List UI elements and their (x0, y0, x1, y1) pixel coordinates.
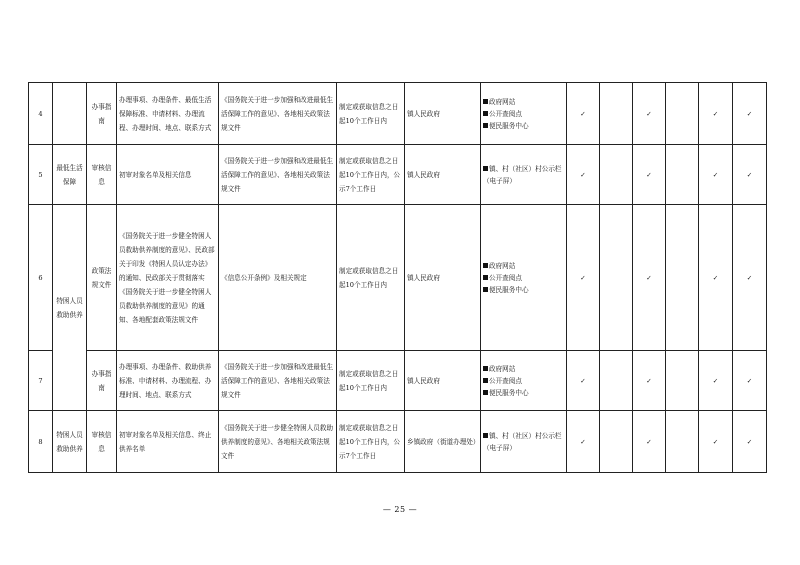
check-cell (600, 205, 633, 351)
check-cell: ✓ (633, 145, 666, 205)
table-row (29, 205, 767, 351)
channel-item: 政府网站 (483, 96, 564, 108)
row-channels (481, 83, 567, 145)
check-cell: ✓ (699, 351, 733, 411)
check-cell: ✓ (567, 411, 600, 473)
check-cell (666, 411, 699, 473)
channel-item: 政府网站 (483, 363, 564, 375)
row-basis: 《国务院关于进一步健全特困人员救助供养制度的意见》、各地相关政策法规文件 (219, 411, 337, 473)
row-content: 初审对象名单及相关信息、终止供养名单 (117, 411, 219, 473)
check-cell (666, 83, 699, 145)
channel-item: 便民服务中心 (483, 387, 564, 399)
row-number: 6 (29, 205, 53, 351)
table-row (29, 411, 767, 473)
check-cell: ✓ (633, 83, 666, 145)
square-bullet-icon (483, 123, 488, 128)
table-row (29, 351, 767, 411)
row-category: 最低生活保障 (53, 145, 87, 205)
row-deadline: 制定或获取信息之日起10个工作日内 (337, 205, 405, 351)
check-cell: ✓ (633, 351, 666, 411)
check-cell (666, 351, 699, 411)
check-cell: ✓ (567, 351, 600, 411)
check-cell: ✓ (699, 145, 733, 205)
channel-item: 公开查阅点 (483, 272, 564, 284)
check-cell: ✓ (699, 411, 733, 473)
check-cell (600, 83, 633, 145)
check-cell (600, 145, 633, 205)
check-cell: ✓ (567, 205, 600, 351)
row-content: 初审对象名单及相关信息 (117, 145, 219, 205)
row-subcategory: 政策法规文件 (87, 205, 117, 351)
row-channels (481, 205, 567, 351)
row-deadline: 制定或获取信息之日起10个工作日内，公示7个工作日 (337, 145, 405, 205)
check-cell (666, 205, 699, 351)
row-number: 7 (29, 351, 53, 411)
check-cell: ✓ (699, 205, 733, 351)
channel-item: 镇、村（社区）村公示栏（电子屏） (483, 164, 562, 185)
row-channels (481, 351, 567, 411)
row-category: 特困人员救助供养 (53, 205, 87, 411)
row-channels (481, 145, 567, 205)
disclosure-table (28, 82, 767, 473)
row-number: 5 (29, 145, 53, 205)
row-subject: 镇人民政府 (405, 83, 481, 145)
row-subcategory: 审核信息 (87, 411, 117, 473)
row-number: 8 (29, 411, 53, 473)
square-bullet-icon (483, 111, 488, 116)
check-cell: ✓ (633, 205, 666, 351)
row-basis: 《国务院关于进一步加强和改进最低生活保障工作的意见》、各地相关政策法规文件 (219, 83, 337, 145)
check-cell: ✓ (733, 83, 767, 145)
table-row (29, 83, 767, 145)
check-cell: ✓ (733, 205, 767, 351)
row-subject: 镇人民政府 (405, 145, 481, 205)
check-cell: ✓ (567, 145, 600, 205)
row-content: 办理事项、办理条件、最低生活保障标准、申请材料、办理流程、办理时间、地点、联系方式 (117, 83, 219, 145)
row-basis: 《信息公开条例》及相关规定 (219, 205, 337, 351)
square-bullet-icon (483, 366, 488, 371)
check-cell: ✓ (733, 145, 767, 205)
square-bullet-icon (483, 166, 488, 171)
row-content: 《国务院关于进一步健全特困人员救助供养制度的意见》、民政部关于印发《特困人员认定办法》的通知、民政部关于贯彻落实《国务院关于进一步健全特困人员救助供养制度的意见》的通知、各地配套政策法规文件 (117, 205, 219, 351)
row-category: 特困人员救助供养 (53, 411, 87, 473)
row-content: 办理事项、办理条件、救助供养标准、申请材料、办理流程、办理时间、地点、联系方式 (117, 351, 219, 411)
row-subcategory: 办事指南 (87, 83, 117, 145)
check-cell (666, 145, 699, 205)
check-cell: ✓ (733, 411, 767, 473)
square-bullet-icon (483, 287, 488, 292)
row-number: 4 (29, 83, 53, 145)
row-channels (481, 411, 567, 473)
row-basis: 《国务院关于进一步加强和改进最低生活保障工作的意见》、各地相关政策法规文件 (219, 351, 337, 411)
check-cell: ✓ (733, 351, 767, 411)
check-cell (600, 351, 633, 411)
row-subcategory: 办事指南 (87, 351, 117, 411)
square-bullet-icon (483, 263, 488, 268)
check-cell: ✓ (567, 83, 600, 145)
channel-item: 镇、村（社区）村公示栏（电子屏） (483, 431, 562, 452)
table-row (29, 145, 767, 205)
row-category-empty (53, 83, 87, 145)
page-number: — 25 — (382, 505, 418, 514)
channel-item: 便民服务中心 (483, 284, 564, 296)
square-bullet-icon (483, 275, 488, 280)
row-deadline: 制定或获取信息之日起10个工作日内，公示7个工作日 (337, 411, 405, 473)
row-subcategory: 审核信息 (87, 145, 117, 205)
square-bullet-icon (483, 390, 488, 395)
square-bullet-icon (483, 99, 488, 104)
row-subject: 镇人民政府 (405, 205, 481, 351)
channel-item: 政府网站 (483, 260, 564, 272)
channel-item: 公开查阅点 (483, 375, 564, 387)
check-cell (600, 411, 633, 473)
row-basis: 《国务院关于进一步加强和改进最低生活保障工作的意见》、各地相关政策法规文件 (219, 145, 337, 205)
check-cell: ✓ (633, 411, 666, 473)
row-subject: 镇人民政府 (405, 351, 481, 411)
check-cell: ✓ (699, 83, 733, 145)
row-deadline: 制定或获取信息之日起10个工作日内 (337, 351, 405, 411)
square-bullet-icon (483, 378, 488, 383)
square-bullet-icon (483, 433, 488, 438)
channel-item: 便民服务中心 (483, 120, 564, 132)
row-subject: 乡镇政府（街道办理处） (405, 411, 481, 473)
row-deadline: 制定或获取信息之日起10个工作日内 (337, 83, 405, 145)
channel-item: 公开查阅点 (483, 108, 564, 120)
